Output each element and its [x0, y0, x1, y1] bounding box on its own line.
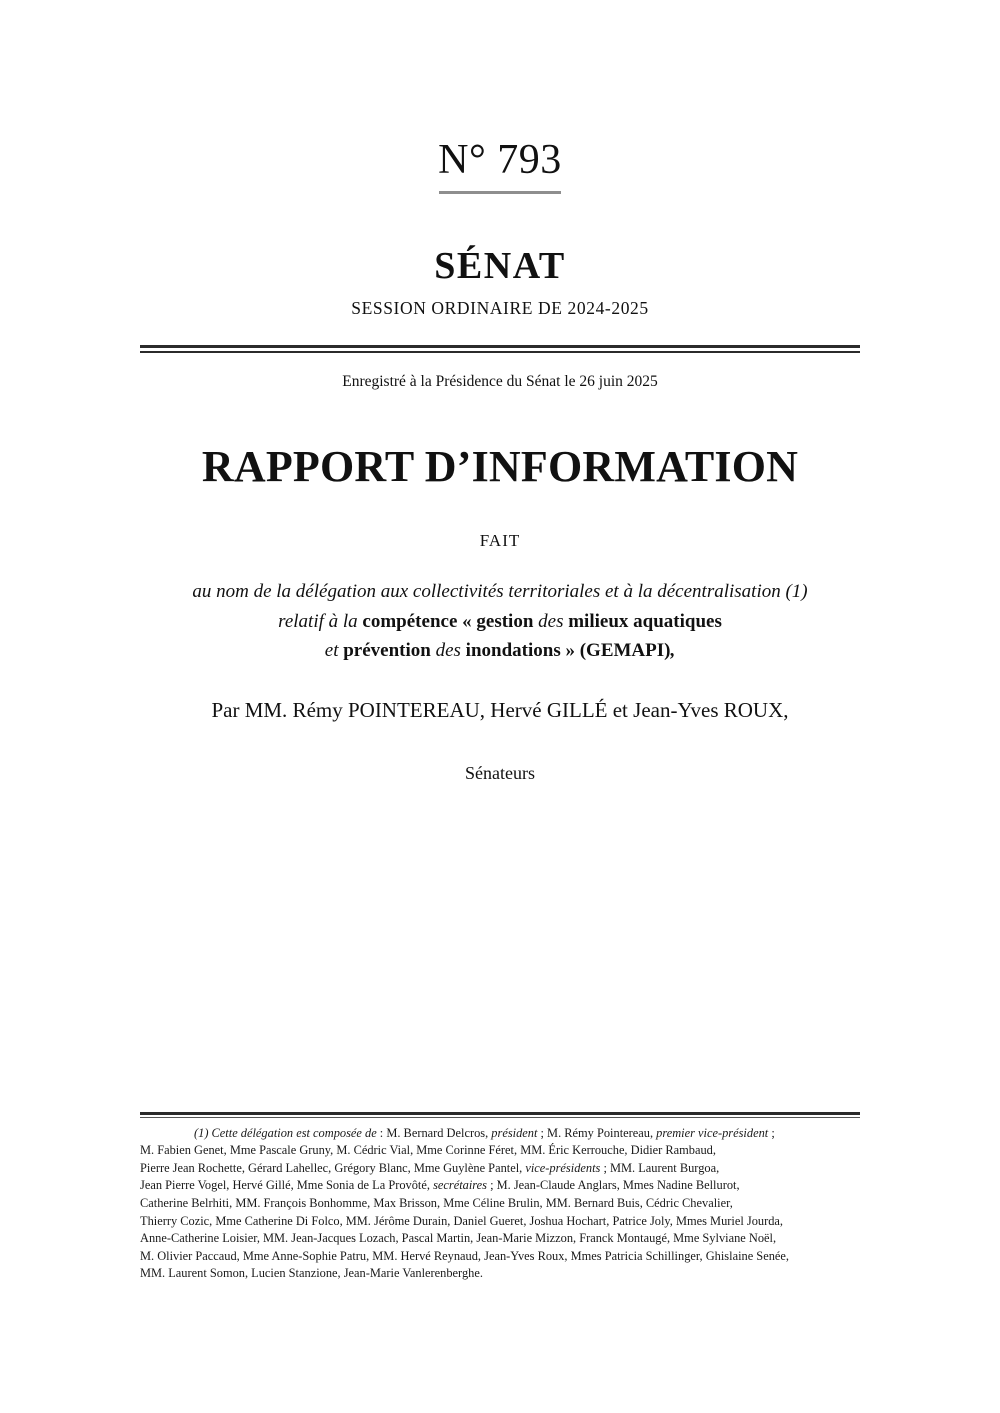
- divider-bar-bottom: [140, 351, 860, 353]
- subtitle-milieux-aquatiques-text: milieux aquatiques: [568, 610, 722, 632]
- document-number: N° 793: [438, 137, 562, 183]
- subtitle-block: [140, 577, 860, 665]
- footnote-block: [140, 1112, 860, 1283]
- footnote-line-3-after: ; MM. Laurent Burgoa,: [600, 1160, 720, 1175]
- footnote-vice-presidents-role: vice-présidents: [525, 1160, 601, 1175]
- registration-line: Enregistré à la Présidence du Sénat le 26 juin 2025: [342, 372, 658, 390]
- footnote-separator: [140, 1112, 860, 1118]
- subtitle-relatif-text: relatif à la: [278, 610, 363, 632]
- footnote-line-3: [140, 1160, 860, 1178]
- footnote-after-president: ; M. Rémy Pointereau,: [537, 1125, 657, 1140]
- footnote-president-role: président: [491, 1125, 538, 1140]
- footnote-after-first-vp: ;: [768, 1125, 775, 1140]
- subtitle-competence-text: compétence: [362, 610, 458, 632]
- subtitle-gemapi-text: (GEMAPI): [579, 640, 671, 662]
- page-title: RAPPORT D’INFORMATION: [201, 441, 799, 491]
- subtitle-trailing-comma: ,: [670, 640, 676, 662]
- footnote-line-8: M. Olivier Paccaud, Mme Anne-Sophie Patru, MM. Hervé Reynaud, Jean-Yves Roux, Mmes Patricia Schillinger, Ghislaine Senée,: [140, 1248, 789, 1263]
- footnote-line-4-before: Jean Pierre Vogel, Hervé Gillé, Mme Sonia de La Provôté,: [140, 1178, 434, 1193]
- subtitle-gestion-text: gestion: [476, 610, 534, 632]
- subtitle-des-text-2: des: [430, 640, 466, 662]
- footnote-line-2: M. Fabien Genet, Mme Pascale Gruny, M. Cédric Vial, Mme Corinne Féret, MM. Éric Kerrouche, Didier Rambaud,: [140, 1143, 716, 1158]
- subtitle-prevention-text: prévention: [343, 640, 431, 662]
- chamber-name: SÉNAT: [434, 245, 566, 288]
- footnote-line-4: [140, 1177, 860, 1195]
- subtitle-line-3: [150, 636, 850, 665]
- fait-label: FAIT: [479, 531, 521, 551]
- footnote-line-1: [140, 1125, 860, 1143]
- footnote-line-3-before: Pierre Jean Rochette, Gérard Lahellec, Grégory Blanc, Mme Guylène Pantel,: [140, 1160, 526, 1175]
- subtitle-line-1: [150, 577, 850, 606]
- footnote-line-6: Thierry Cozic, Mme Catherine Di Folco, MM. Jérôme Durain, Daniel Gueret, Joshua Hochart, Patrice Joly, Mmes Muriel Jourda,: [140, 1213, 784, 1228]
- subtitle-et-text: et: [324, 640, 344, 662]
- subtitle-line-2: [150, 607, 850, 636]
- header-divider: [140, 345, 860, 353]
- footnote-line-9: MM. Laurent Somon, Lucien Stanzione, Jean-Marie Vanlerenberghe.: [140, 1266, 483, 1281]
- authors-role: Sénateurs: [465, 762, 535, 783]
- subtitle-des-text-1: des: [533, 610, 569, 632]
- delegation-membership-note: [140, 1125, 860, 1283]
- subtitle-quote-open: «: [457, 610, 477, 632]
- subtitle-inondations-text: inondations: [465, 640, 561, 662]
- subtitle-delegation-text: au nom de la délégation aux collectivités territoriales et à la décentralisation (1): [192, 581, 808, 603]
- document-number-underline: [439, 191, 561, 194]
- footnote-lead-after: : M. Bernard Delcros,: [376, 1125, 492, 1140]
- footnote-lead-in: (1) Cette délégation est composée de: [194, 1125, 377, 1140]
- footnote-line-5: Catherine Belrhiti, MM. François Bonhomme, Max Brisson, Mme Céline Brulin, MM. Bernard Buis, Cédric Chevalier,: [140, 1195, 733, 1210]
- subtitle-quote-close: »: [560, 640, 580, 662]
- footnote-separator-thin: [140, 1117, 860, 1118]
- session-label: SESSION ORDINAIRE DE 2024-2025: [351, 297, 649, 318]
- authors-line: Par MM. Rémy POINTEREAU, Hervé GILLÉ et Jean-Yves ROUX,: [211, 697, 789, 722]
- footnote-line-7: Anne-Catherine Loisier, MM. Jean-Jacques Lozach, Pascal Martin, Jean-Marie Mizzon, Franck Montaugé, Mme Sylviane Noël,: [140, 1231, 777, 1246]
- footnote-line-4-after: ; M. Jean-Claude Anglars, Mmes Nadine Bellurot,: [486, 1178, 740, 1193]
- footnote-first-vice-president-role: premier vice-président: [656, 1125, 769, 1140]
- footnote-secretaries-role: secrétaires: [433, 1178, 487, 1193]
